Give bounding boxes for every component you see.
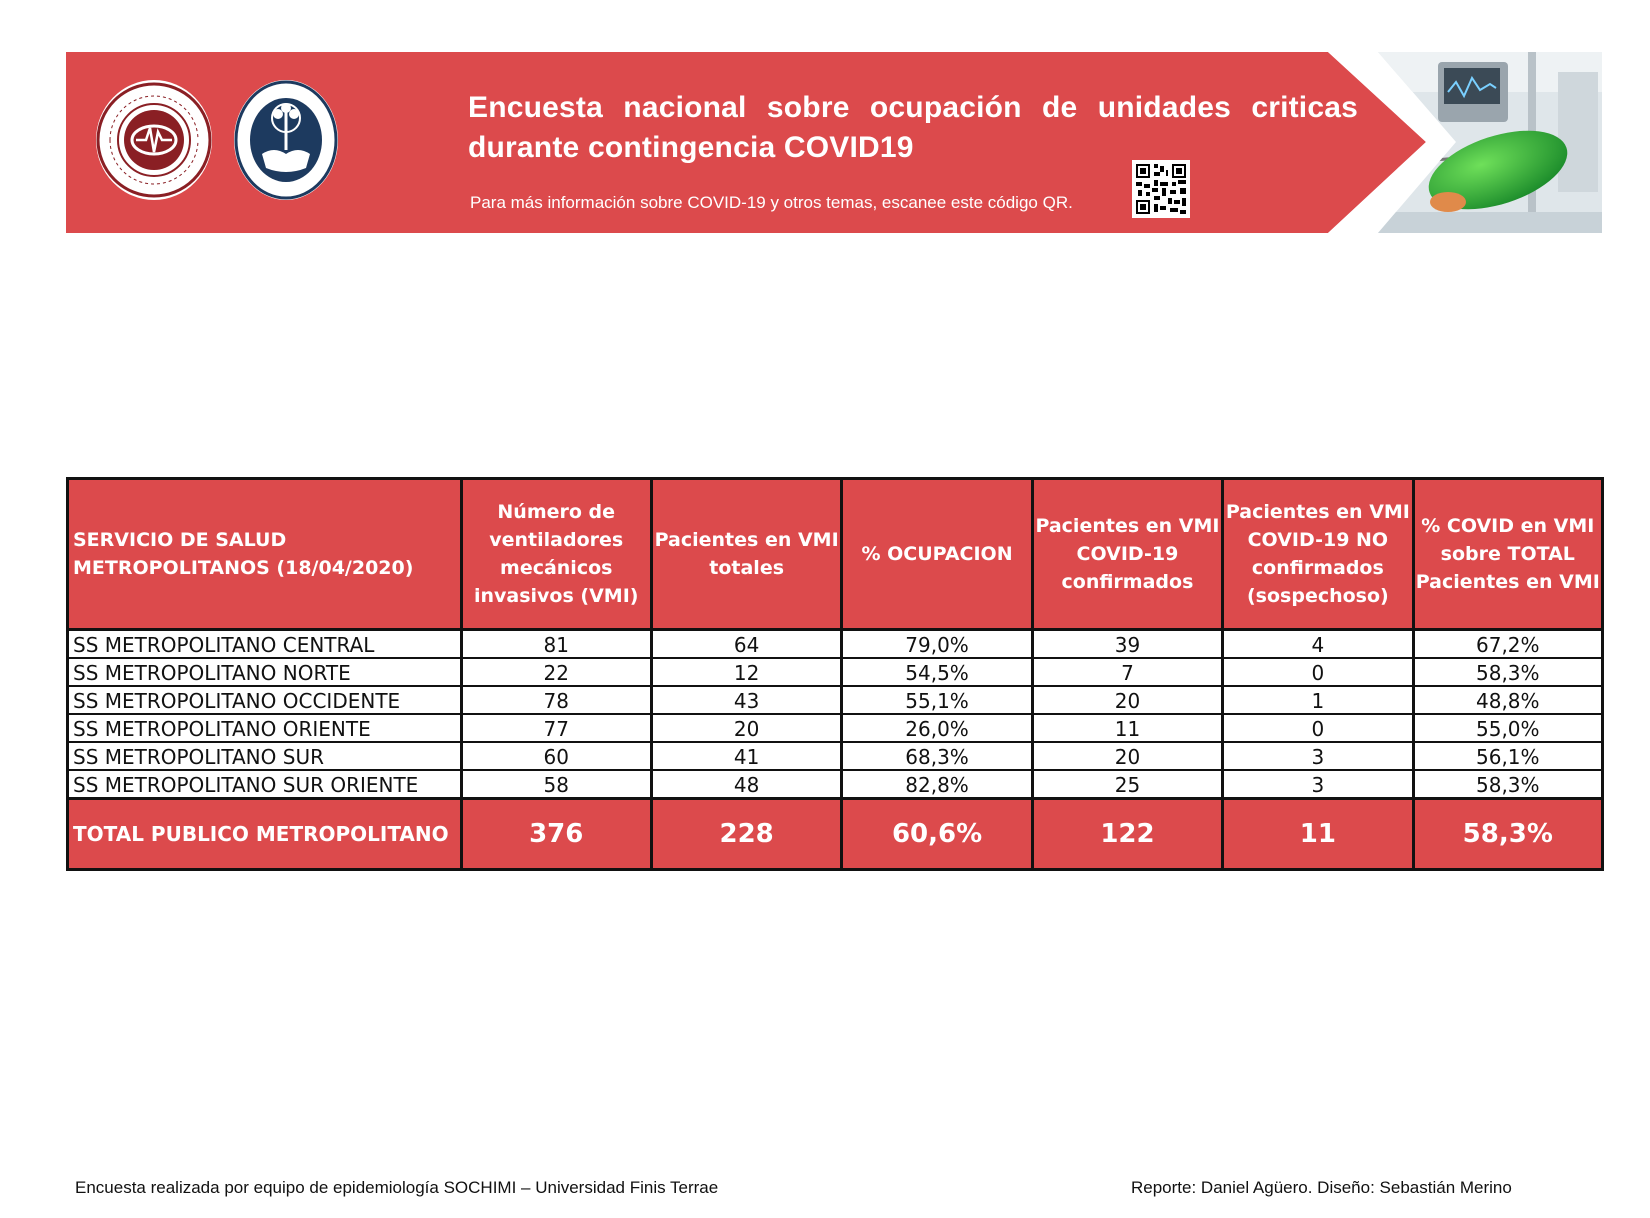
table-cell: 20: [1032, 742, 1222, 770]
total-cell: 60,6%: [842, 799, 1032, 870]
table-cell: 11: [1032, 714, 1222, 742]
table-cell: 25: [1032, 770, 1222, 799]
table-cell: 68,3%: [842, 742, 1032, 770]
table-cell: 3: [1223, 742, 1413, 770]
page-title: Encuesta nacional sobre ocupación de unidades criticas durante contingencia COVID19: [468, 91, 1358, 164]
header-banner: [66, 52, 1602, 233]
table-cell: 20: [651, 714, 841, 742]
table-cell: SS METROPOLITANO SUR: [68, 742, 462, 770]
table-cell: 58,3%: [1413, 658, 1602, 686]
table-cell: 81: [461, 630, 651, 659]
table-row: [68, 658, 1603, 686]
column-header: % OCUPACION: [842, 479, 1032, 630]
table-row: [68, 714, 1603, 742]
table-row: [68, 742, 1603, 770]
table-cell: 56,1%: [1413, 742, 1602, 770]
table-cell: 20: [1032, 686, 1222, 714]
column-header: Pacientes en VMI totales: [651, 479, 841, 630]
table-cell: 82,8%: [842, 770, 1032, 799]
table-cell: 3: [1223, 770, 1413, 799]
total-cell: TOTAL PUBLICO METROPOLITANO: [68, 799, 462, 870]
table-cell: 55,1%: [842, 686, 1032, 714]
table-cell: 1: [1223, 686, 1413, 714]
column-header: Número de ventiladores mecánicos invasivos (VMI): [461, 479, 651, 630]
table-cell: SS METROPOLITANO SUR ORIENTE: [68, 770, 462, 799]
banner-subtitle: Para más información sobre COVID-19 y otros temas, escanee este código QR.: [470, 193, 1073, 212]
table-cell: SS METROPOLITANO ORIENTE: [68, 714, 462, 742]
table-cell: 60: [461, 742, 651, 770]
column-header: Pacientes en VMI COVID-19 confirmados: [1032, 479, 1222, 630]
table-row: [68, 686, 1603, 714]
total-row: [68, 799, 1603, 870]
table-cell: 78: [461, 686, 651, 714]
icu-occupancy-table: [66, 477, 1604, 871]
total-cell: 58,3%: [1413, 799, 1602, 870]
table-cell: SS METROPOLITANO NORTE: [68, 658, 462, 686]
total-cell: 122: [1032, 799, 1222, 870]
total-cell: 228: [651, 799, 841, 870]
table-cell: 54,5%: [842, 658, 1032, 686]
table-cell: 0: [1223, 714, 1413, 742]
table-cell: 7: [1032, 658, 1222, 686]
table-cell: 12: [651, 658, 841, 686]
table-cell: 48,8%: [1413, 686, 1602, 714]
table-row: [68, 630, 1603, 659]
total-cell: 11: [1223, 799, 1413, 870]
table-cell: 39: [1032, 630, 1222, 659]
table-cell: SS METROPOLITANO OCCIDENTE: [68, 686, 462, 714]
qr-code-icon[interactable]: [1132, 160, 1190, 218]
table-row: [68, 770, 1603, 799]
table-cell: 43: [651, 686, 841, 714]
table-cell: 64: [651, 630, 841, 659]
column-header: SERVICIO DE SALUD METROPOLITANOS (18/04/2020): [68, 479, 462, 630]
sochimi-logo: [96, 80, 212, 200]
table-cell: 55,0%: [1413, 714, 1602, 742]
column-header: Pacientes en VMI COVID-19 NO confirmados (sospechoso): [1223, 479, 1413, 630]
total-cell: 376: [461, 799, 651, 870]
finis-terrae-logo: [234, 80, 338, 200]
table-cell: 67,2%: [1413, 630, 1602, 659]
table-cell: 58,3%: [1413, 770, 1602, 799]
footer-credit-survey: Encuesta realizada por equipo de epidemiología SOCHIMI – Universidad Finis Terrae: [75, 1178, 719, 1197]
table-cell: 48: [651, 770, 841, 799]
table-cell: 77: [461, 714, 651, 742]
table-cell: 22: [461, 658, 651, 686]
column-header: % COVID en VMI sobre TOTAL Pacientes en VMI: [1413, 479, 1602, 630]
table-cell: 26,0%: [842, 714, 1032, 742]
table-cell: 0: [1223, 658, 1413, 686]
table-cell: 41: [651, 742, 841, 770]
table-header-row: [68, 479, 1603, 630]
table-cell: 79,0%: [842, 630, 1032, 659]
footer-credit-report: Reporte: Daniel Agüero. Diseño: Sebastián Merino: [1131, 1178, 1512, 1197]
table-cell: 4: [1223, 630, 1413, 659]
table-cell: 58: [461, 770, 651, 799]
ventilator-photo: [1378, 52, 1602, 233]
table-cell: SS METROPOLITANO CENTRAL: [68, 630, 462, 659]
